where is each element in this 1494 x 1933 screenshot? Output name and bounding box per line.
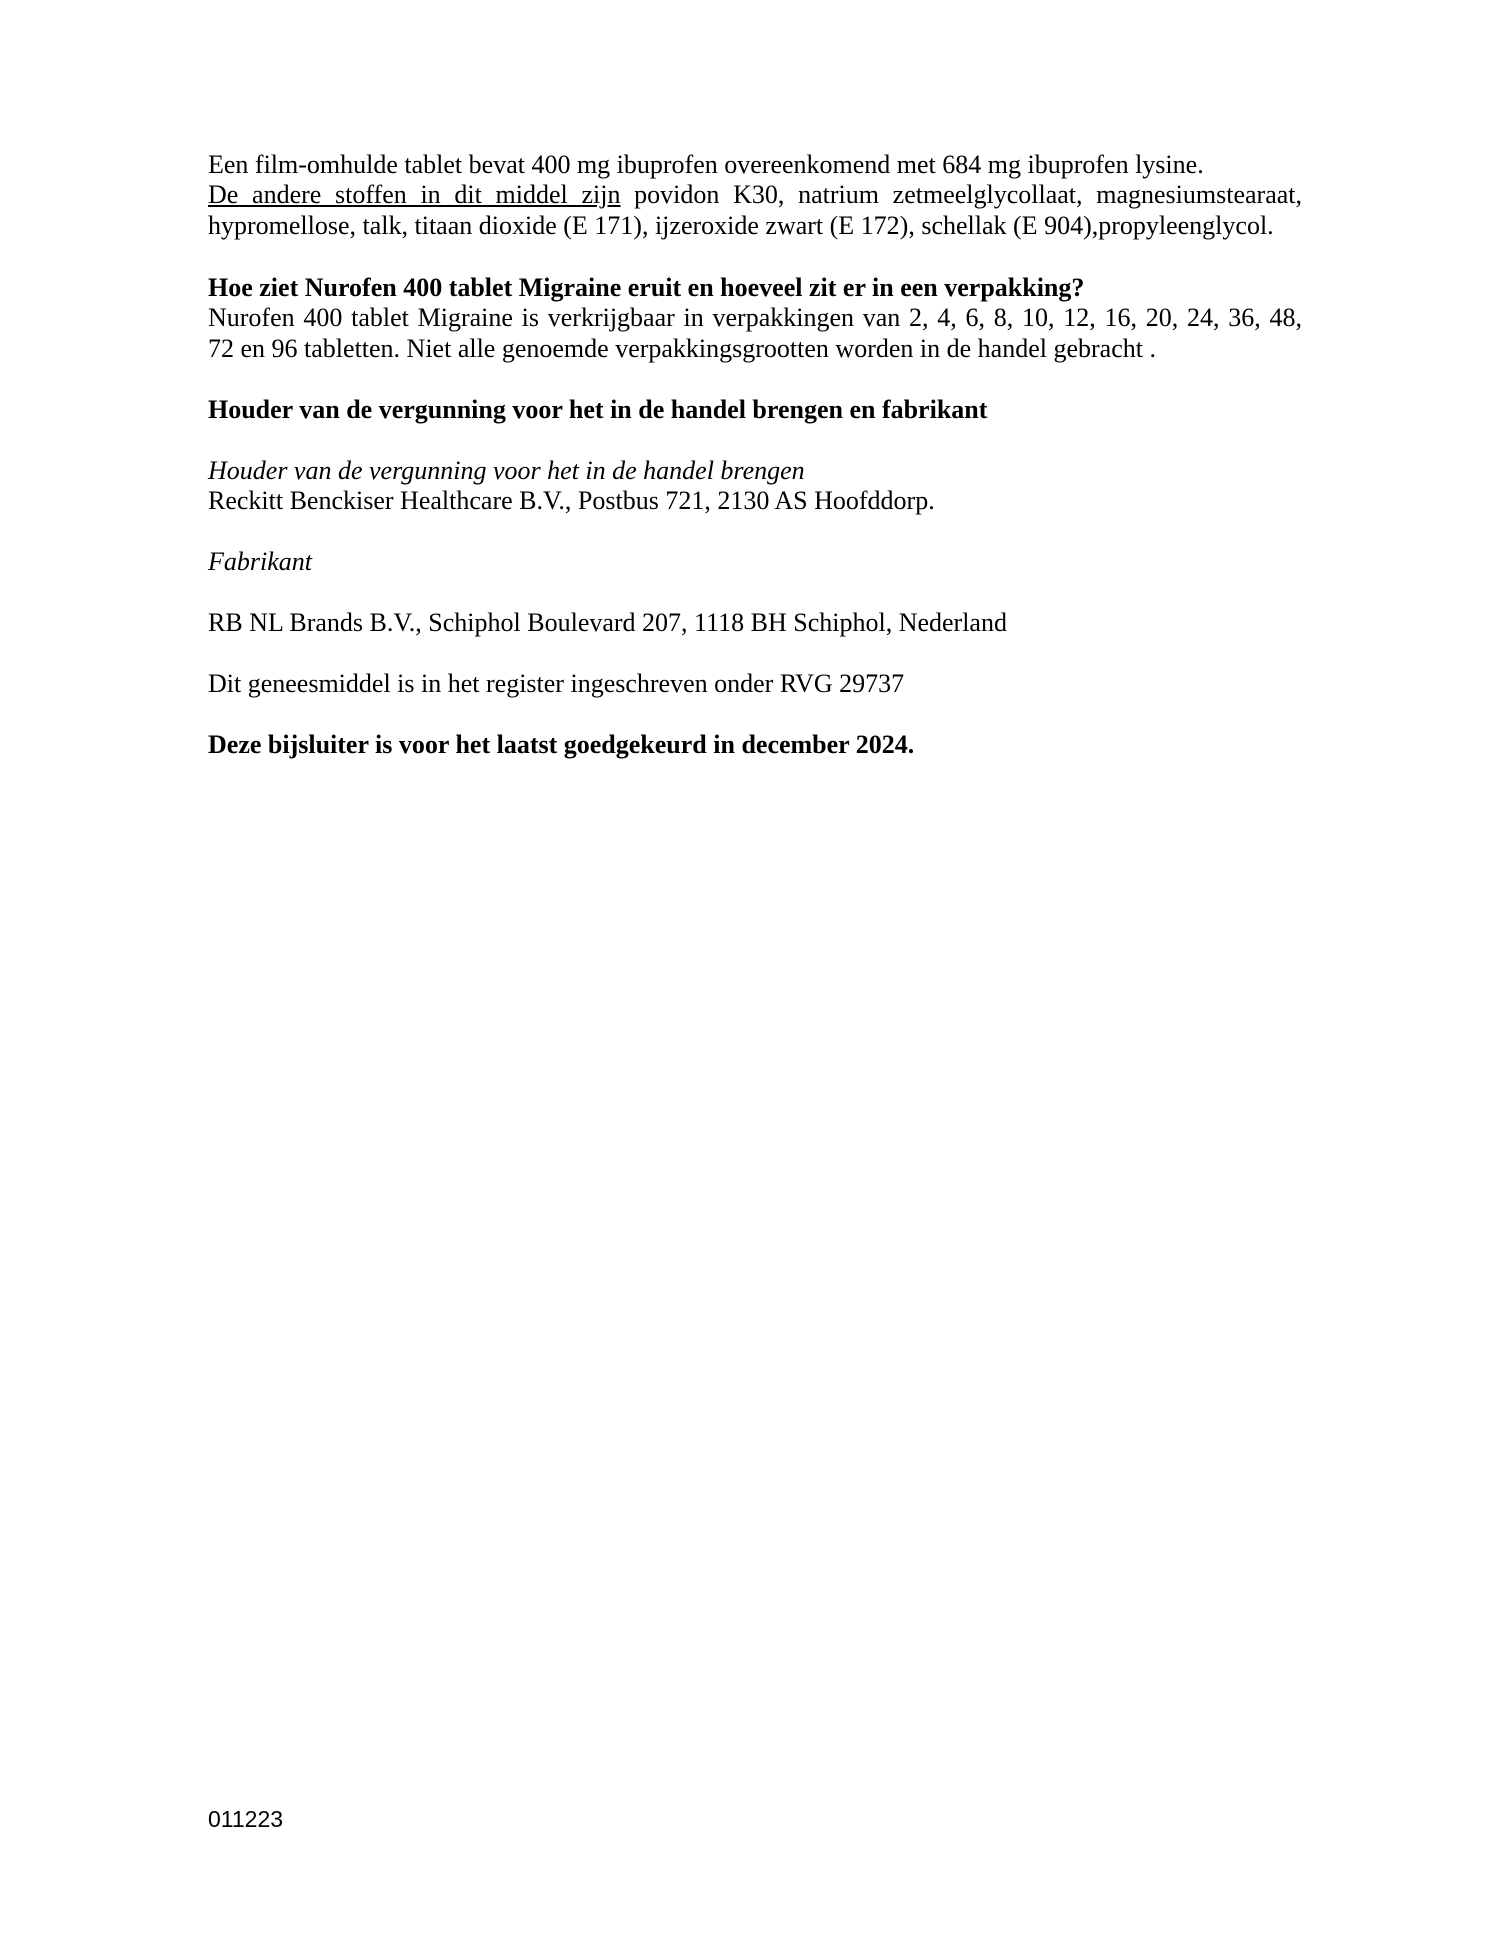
holder-address: Reckitt Benckiser Healthcare B.V., Postbus 721, 2130 AS Hoofddorp. — [208, 486, 935, 515]
pack-sizes-note: 72 en 96 tabletten. Niet alle genoemde verpakkingsgrootten worden in de handel gebracht . — [208, 334, 1156, 363]
registration-number: Dit geneesmiddel is in het register ingeschreven onder RVG 29737 — [208, 669, 905, 698]
excipients-label: De andere stoffen in dit middel zijn — [208, 180, 621, 209]
holder-subheading: Houder van de vergunning voor het in de handel brengen — [208, 456, 805, 485]
excipients-list: povidon K30, natrium zetmeelglycollaat, magnesiumstearaat, — [620, 180, 1302, 209]
footer-code: 011223 — [208, 1806, 284, 1832]
pack-sizes-line: Nurofen 400 tablet Migraine is verkrijgbaar in verpakkingen van 2, 4, 6, 8, 10, 12, 16, 20, 24, 36, 48, — [208, 303, 1302, 332]
manufacturer-address: RB NL Brands B.V., Schiphol Boulevard 207, 1118 BH Schiphol, Nederland — [208, 608, 1007, 637]
composition-line: Een film-omhulde tablet bevat 400 mg ibuprofen overeenkomend met 684 mg ibuprofen lysine. — [208, 150, 1204, 179]
composition-excipients-continued: hypromellose, talk, titaan dioxide (E 171), ijzeroxide zwart (E 172), schellak (E 904),propyleenglycol. — [208, 211, 1274, 240]
approval-date: Deze bijsluiter is voor het laatst goedgekeurd in december 2024. — [208, 730, 915, 759]
holder-heading: Houder van de vergunning voor het in de handel brengen en fabrikant — [208, 395, 988, 424]
appearance-heading: Hoe ziet Nurofen 400 tablet Migraine eruit en hoeveel zit er in een verpakking? — [208, 273, 1085, 302]
composition-excipients-line — [208, 180, 1302, 210]
manufacturer-label: Fabrikant — [208, 547, 312, 576]
